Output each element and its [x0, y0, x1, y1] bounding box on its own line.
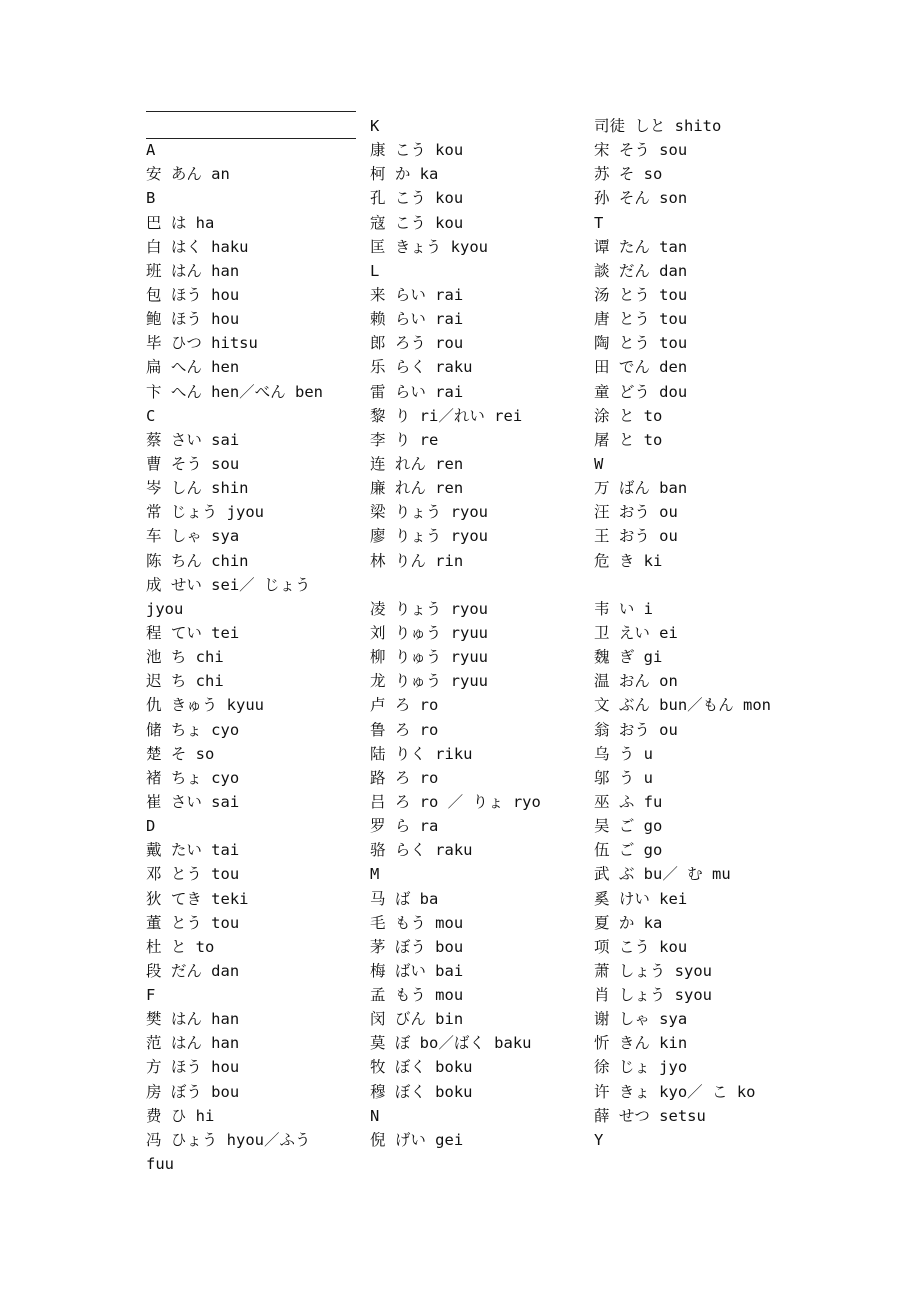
- surname-entry: 方 ほう hou: [146, 1058, 240, 1077]
- surname-entry: 包 ほう hou: [146, 285, 240, 304]
- surname-entry: 茅 ぼう bou: [370, 937, 464, 956]
- surname-entry: 连 れん ren: [370, 454, 464, 473]
- surname-entry: 陶 とう tou: [594, 334, 688, 353]
- surname-entry: 储 ちょ cyo: [146, 720, 240, 739]
- surname-entry: 赖 らい rai: [370, 310, 464, 329]
- surname-entry: 狄 てき teki: [146, 889, 249, 908]
- surname-entry: 樊 はん han: [146, 1010, 240, 1029]
- surname-entry: 匡 きょう kyou: [370, 237, 488, 256]
- surname-entry: 闵 びん bin: [370, 1010, 464, 1029]
- surname-entry: 楚 そ so: [146, 744, 215, 763]
- surname-entry: 康 こう kou: [370, 141, 464, 160]
- surname-entry: 談 だん dan: [594, 261, 688, 280]
- surname-entry: 房 ぼう bou: [146, 1082, 240, 1101]
- surname-entry: [594, 573, 809, 597]
- surname-entry: 成 せい sei／ じょう: [146, 575, 311, 594]
- surname-entry: 唐 とう tou: [594, 310, 688, 329]
- surname-entry: 来 らい rai: [370, 285, 464, 304]
- surname-entry: 徐 じょ jyo: [594, 1058, 688, 1077]
- surname-entry: 韦 い i: [594, 599, 653, 618]
- surname-entry: 段 だん dan: [146, 961, 240, 980]
- surname-entry: 雷 らい rai: [370, 382, 464, 401]
- surname-entry: 童 どう dou: [594, 382, 688, 401]
- header-rule-top: [146, 111, 356, 112]
- surname-entry: 伍 ご go: [594, 841, 663, 860]
- surname-entry: 夏 か ka: [594, 913, 663, 932]
- surname-entry: 梁 りょう ryou: [370, 503, 488, 522]
- surname-entry: 武 ぶ bu／ む mu: [594, 865, 731, 884]
- surname-entry: 温 おん on: [594, 672, 678, 691]
- surname-entry: 骆 らく raku: [370, 841, 473, 860]
- surname-entry: 薛 せつ setsu: [594, 1106, 706, 1125]
- surname-entry: 迟 ち chi: [146, 672, 224, 691]
- surname-entry: 刘 りゅう ryuu: [370, 623, 488, 642]
- surname-entry: 梅 ばい bai: [370, 961, 464, 980]
- surname-entry: D: [146, 817, 156, 836]
- surname-entry: 崔 さい sai: [146, 792, 240, 811]
- surname-entry: jyou: [146, 599, 184, 618]
- surname-entry: M: [370, 865, 380, 884]
- surname-entry: 岑 しん shin: [146, 479, 249, 498]
- surname-entry: F: [146, 986, 156, 1005]
- surname-entry: 穆 ぼく boku: [370, 1082, 473, 1101]
- surname-entry: 忻 きん kin: [594, 1034, 688, 1053]
- surname-entry: Y: [594, 1130, 604, 1149]
- surname-entry: 乐 らく raku: [370, 358, 473, 377]
- surname-entry: N: [370, 1106, 380, 1125]
- surname-entry: 肖 しょう syou: [594, 986, 712, 1005]
- surname-entry: 范 はん han: [146, 1034, 240, 1053]
- surname-entry: 苏 そ so: [594, 165, 663, 184]
- surname-entry: 巴 は ha: [146, 213, 215, 232]
- surname-entry: 董 とう tou: [146, 913, 240, 932]
- surname-entry: 司徒 しと shito: [594, 117, 722, 135]
- surname-entry: 牧 ぼく boku: [370, 1058, 473, 1077]
- surname-entry: 孔 こう kou: [370, 189, 464, 208]
- surname-entry: 屠 と to: [594, 430, 663, 449]
- surname-entry: 仇 きゅう kyuu: [146, 696, 264, 715]
- surname-entry: 龙 りゅう ryuu: [370, 672, 488, 691]
- surname-entry: 常 じょう jyou: [146, 503, 264, 522]
- surname-entry: 奚 けい kei: [594, 889, 688, 908]
- surname-entry: 马 ば ba: [370, 889, 439, 908]
- surname-entry: 罗 ら ra: [370, 817, 439, 836]
- surname-entry: 郎 ろう rou: [370, 334, 464, 353]
- surname-entry: 汤 とう tou: [594, 285, 688, 304]
- surname-entry: 曹 そう sou: [146, 454, 240, 473]
- surname-entry: 陆 りく riku: [370, 744, 473, 763]
- surname-entry: 文 ぶん bun／もん mon: [594, 696, 771, 715]
- column-2: [370, 114, 585, 1152]
- surname-entry: 王 おう ou: [594, 527, 678, 546]
- surname-entry: 萧 しょう syou: [594, 961, 712, 980]
- surname-entry: 廉 れん ren: [370, 479, 464, 498]
- surname-entry: 黎 り ri／れい rei: [370, 406, 523, 425]
- surname-entry: 魏 ぎ gi: [594, 648, 663, 667]
- surname-entry: K: [370, 117, 380, 135]
- surname-entry: 卢 ろ ro: [370, 696, 439, 715]
- surname-entry: 涂 と to: [594, 406, 663, 425]
- surname-entry: 李 り re: [370, 430, 439, 449]
- surname-entry: 寇 こう kou: [370, 213, 464, 232]
- surname-entry: 项 こう kou: [594, 937, 688, 956]
- surname-entry: 卫 えい ei: [594, 623, 678, 642]
- surname-entry: C: [146, 406, 156, 425]
- row-spacer: [146, 114, 361, 138]
- surname-entry: L: [370, 261, 380, 280]
- surname-entry: 巫 ふ fu: [594, 792, 663, 811]
- surname-entry: 吴 ご go: [594, 817, 663, 836]
- surname-entry: 路 ろ ro: [370, 768, 439, 787]
- surname-entry: 池 ち chi: [146, 648, 224, 667]
- surname-entry: 凌 りょう ryou: [370, 599, 488, 618]
- surname-entry: 杜 と to: [146, 937, 215, 956]
- surname-entry: 乌 う u: [594, 744, 653, 763]
- surname-entry: 卞 へん hen／べん ben: [146, 382, 323, 401]
- surname-entry: 孙 そん son: [594, 189, 688, 208]
- surname-entry: T: [594, 213, 604, 232]
- surname-entry: 戴 たい tai: [146, 841, 240, 860]
- surname-entry: 扁 へん hen: [146, 358, 240, 377]
- surname-entry: 邬 う u: [594, 768, 653, 787]
- surname-entry: 谭 たん tan: [594, 237, 688, 256]
- surname-entry: 汪 おう ou: [594, 503, 678, 522]
- surname-entry: 林 りん rin: [370, 551, 464, 570]
- surname-entry: 邓 とう tou: [146, 865, 240, 884]
- surname-entry: 田 でん den: [594, 358, 688, 377]
- surname-entry: 宋 そう sou: [594, 141, 688, 160]
- surname-entry: 班 はん han: [146, 261, 240, 280]
- surname-entry: 倪 げい gei: [370, 1130, 464, 1149]
- surname-entry: 许 きょ kyo／ こ ko: [594, 1082, 756, 1101]
- surname-entry: 莫 ぼ bo／ばく baku: [370, 1034, 532, 1053]
- surname-entry: fuu: [146, 1155, 174, 1174]
- surname-entry: 毕 ひつ hitsu: [146, 334, 258, 353]
- surname-entry: 褚 ちょ cyo: [146, 768, 240, 787]
- surname-entry: 程 てい tei: [146, 623, 240, 642]
- surname-entry: 鲍 ほう hou: [146, 310, 240, 329]
- surname-entry: 蔡 さい sai: [146, 430, 240, 449]
- surname-entry: 陈 ちん chin: [146, 551, 249, 570]
- surname-entry: 柯 か ka: [370, 165, 439, 184]
- surname-entry: 冯 ひょう hyou／ふう: [146, 1130, 311, 1149]
- column-3: [594, 114, 809, 1152]
- column-1: [146, 114, 361, 1176]
- surname-entry: 廖 りょう ryou: [370, 527, 488, 546]
- surname-entry: 危 き ki: [594, 551, 663, 570]
- surname-entry: 柳 りゅう ryuu: [370, 648, 488, 667]
- surname-entry: 费 ひ hi: [146, 1106, 215, 1125]
- surname-entry: 安 あん an: [146, 165, 230, 184]
- surname-entry: 孟 もう mou: [370, 986, 464, 1005]
- surname-entry: 翁 おう ou: [594, 720, 678, 739]
- surname-entry: 毛 もう mou: [370, 913, 464, 932]
- surname-entry: [370, 573, 585, 597]
- surname-entry: 鲁 ろ ro: [370, 720, 439, 739]
- surname-entry: A: [146, 141, 156, 160]
- surname-entry: 吕 ろ ro ／ りょ ryo: [370, 792, 541, 811]
- surname-entry: 谢 しゃ sya: [594, 1010, 688, 1029]
- surname-entry: W: [594, 454, 604, 473]
- surname-entry: 万 ばん ban: [594, 479, 688, 498]
- surname-entry: 车 しゃ sya: [146, 527, 240, 546]
- surname-entry: 白 はく haku: [146, 237, 249, 256]
- surname-entry: B: [146, 189, 156, 208]
